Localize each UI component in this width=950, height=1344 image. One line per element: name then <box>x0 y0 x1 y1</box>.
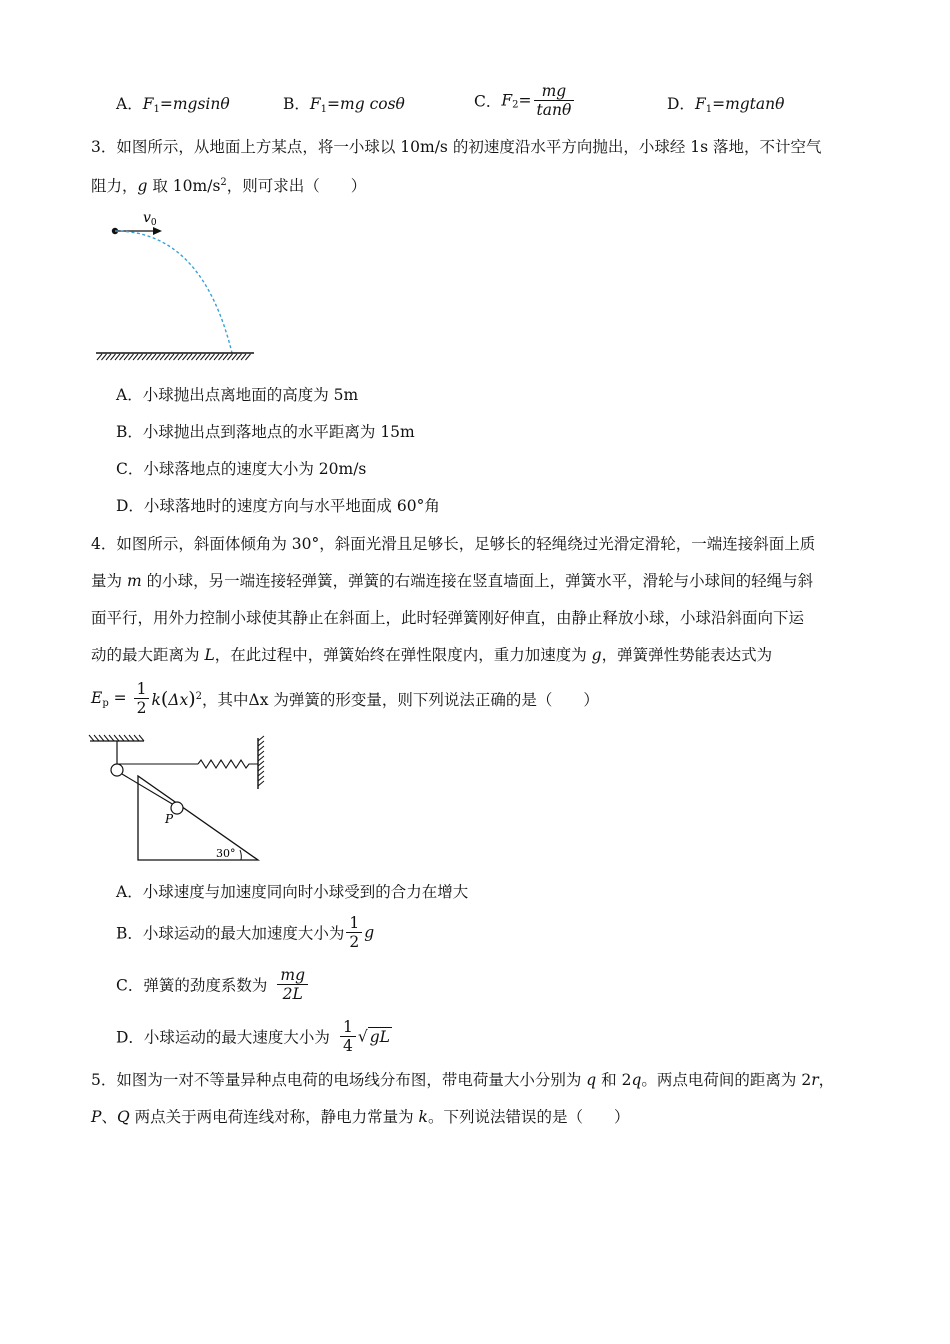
hatch-mark <box>129 735 134 741</box>
p-label: P <box>165 812 174 826</box>
denominator: 2 <box>349 933 360 951</box>
hatch-mark <box>138 354 143 360</box>
text: ，在此过程中，弹簧始终在弹性限度内，重力加速度为 <box>214 646 592 664</box>
hatch-mark <box>219 354 224 360</box>
var-l: L <box>204 646 215 664</box>
q4-stem-line1: 4．如图所示，斜面体倾角为 30°，斜面光滑且足够长，足够长的轻绳绕过光滑定滑轮，一端连接斜面上质 <box>91 535 816 553</box>
rope-incline <box>122 774 174 805</box>
incline-spring-figure <box>88 733 268 868</box>
text: B．小球运动的最大加速度大小为 <box>116 924 345 943</box>
hatch-mark <box>124 735 129 741</box>
q5-stem-line1 <box>91 1069 834 1091</box>
var-dx: Δx <box>168 690 189 709</box>
text: ，弹簧弹性势能表达式为 <box>601 646 773 664</box>
q3-option-d: D．小球落地时的速度方向与水平地面成 60°角 <box>116 497 440 515</box>
hatch-mark <box>106 354 111 360</box>
text: 取 10m/s <box>147 177 221 195</box>
var-k: k <box>151 690 161 709</box>
hatch-mark <box>99 735 104 741</box>
subscript: 1 <box>153 104 160 115</box>
hatch-mark <box>114 735 119 741</box>
hatch-mark <box>232 354 237 360</box>
hatch-mark <box>156 354 161 360</box>
subscript: 1 <box>320 104 328 115</box>
option-letter: A． <box>116 95 143 113</box>
hatch-mark <box>97 354 102 360</box>
var-p: P <box>91 1108 102 1126</box>
q3-stem-line1: 3．如图所示，从地面上方某点，将一小球以 10m/s 的初速度沿水平方向抛出，小球经 1s 落地，不计空气 <box>91 138 822 156</box>
wall-hatching <box>258 736 264 786</box>
hatch-mark <box>151 354 156 360</box>
q4-stem-line2 <box>91 570 813 592</box>
numerator: 1 <box>346 914 362 933</box>
hatch-mark <box>258 751 264 756</box>
hatch-mark <box>205 354 210 360</box>
hatch-mark <box>174 354 179 360</box>
var-m: m <box>126 572 142 590</box>
denominator: 4 <box>342 1037 353 1055</box>
q4-stem-line4 <box>91 644 772 666</box>
text: ，其中Δx 为弹簧的形变量，则下列说法正确的是（ ） <box>202 690 599 709</box>
text: D．小球运动的最大速度大小为 <box>116 1028 330 1047</box>
hatch-mark <box>120 354 125 360</box>
text: 5．如图为一对不等量异种点电荷的电场线分布图，带电荷量大小分别为 <box>91 1071 587 1089</box>
q4-option-c <box>116 966 310 1003</box>
subscript: 1 <box>705 104 713 115</box>
text: ，则可求出（ ） <box>226 177 367 195</box>
q3-stem-line2 <box>91 172 366 197</box>
hatch-mark <box>111 354 116 360</box>
option-letter: C． <box>474 92 502 111</box>
equals: = <box>518 91 532 110</box>
hatch-mark <box>258 766 264 771</box>
hatch-mark <box>210 354 215 360</box>
hatch-mark <box>228 354 233 360</box>
var-q: q <box>631 1071 642 1089</box>
hatch-mark <box>258 741 264 746</box>
q4-stem-line3: 面平行，用外力控制小球使其静止在斜面上，此时轻弹簧刚好伸直，由静止释放小球，小球沿斜面向下运 <box>91 609 805 627</box>
q3-option-b: B．小球抛出点到落地点的水平距离为 15m <box>116 423 415 441</box>
hatch-mark <box>165 354 170 360</box>
angle-label: 30° <box>216 847 236 860</box>
var-k: k <box>418 1108 428 1126</box>
radicand: gL <box>369 1027 390 1046</box>
denominator: 2L <box>282 985 303 1003</box>
text: 的小球，另一端连接轻弹簧，弹簧的右端连接在竖直墙面上，弹簧水平，滑轮与小球间的轻绳与斜 <box>141 572 814 590</box>
text: 。下列说法错误的是（ ） <box>427 1108 630 1126</box>
incline-triangle <box>138 776 258 860</box>
fraction <box>134 680 150 717</box>
q4-option-d: D．小球运动的最大速度大小为 $\frac{1}{4}$ √ gL <box>116 1018 390 1055</box>
numerator: 1 <box>134 680 150 699</box>
angle-arc <box>240 850 241 860</box>
var-f: F <box>694 95 706 113</box>
var-q: Q <box>116 1108 130 1126</box>
hatch-mark <box>241 354 246 360</box>
text: 量为 <box>91 572 127 590</box>
hatch-mark <box>109 735 114 741</box>
hatch-mark <box>133 354 138 360</box>
text: 和 2 <box>596 1071 632 1089</box>
q5-stem-line2 <box>91 1106 629 1128</box>
hatch-mark <box>214 354 219 360</box>
hatch-mark <box>89 735 94 741</box>
hatch-mark <box>223 354 228 360</box>
spring <box>198 760 258 768</box>
q2-option-c <box>474 82 576 119</box>
hatch-mark <box>258 756 264 761</box>
var-g: g <box>137 177 148 195</box>
numerator: mg <box>277 966 308 985</box>
v0-label: $v_0$ <box>143 210 157 228</box>
paren: ) <box>188 687 196 710</box>
numerator: 1 <box>340 1018 356 1037</box>
superscript: 2 <box>220 177 227 188</box>
hatch-mark <box>124 354 129 360</box>
hatch-mark <box>258 781 264 786</box>
q2-option-d <box>667 92 784 115</box>
hatch-mark <box>192 354 197 360</box>
denominator: tanθ <box>536 101 572 119</box>
trajectory-curve <box>115 231 232 353</box>
option-letter: D． <box>667 95 695 113</box>
hatch-mark <box>142 354 147 360</box>
text: ， <box>818 1071 835 1089</box>
var-f: F <box>309 95 321 113</box>
text: C．弹簧的劲度系数为 <box>116 976 268 995</box>
q4-option-b <box>116 914 374 951</box>
pulley <box>111 764 123 776</box>
q2-option-a <box>116 92 230 115</box>
q2-option-b <box>283 92 405 115</box>
hatch-mark <box>119 735 124 741</box>
subscript: 2 <box>512 99 519 111</box>
hatch-mark <box>94 735 99 741</box>
q3-option-a: A．小球抛出点离地面的高度为 5m <box>116 386 359 404</box>
option-letter: B． <box>283 95 310 113</box>
hatch-mark <box>258 761 264 766</box>
hatch-mark <box>134 735 139 741</box>
hatch-mark <box>258 736 264 741</box>
projectile-figure <box>90 205 265 365</box>
ceiling-hatching <box>89 735 144 741</box>
hatch-mark <box>183 354 188 360</box>
hatch-mark <box>187 354 192 360</box>
q3-option-c: C．小球落地点的速度大小为 20m/s <box>116 460 367 478</box>
paren: ( <box>160 687 169 710</box>
subscript: p <box>102 697 109 709</box>
var-e: E <box>91 688 103 707</box>
hatch-mark <box>237 354 242 360</box>
hatch-mark <box>104 735 109 741</box>
hatch-mark <box>201 354 206 360</box>
var-f: F <box>142 95 154 113</box>
hatch-mark <box>115 354 120 360</box>
fraction <box>340 1018 356 1055</box>
text: 阻力， <box>91 177 138 195</box>
fraction <box>277 966 308 1003</box>
ground-hatching <box>97 354 251 360</box>
var-g: g <box>364 923 375 942</box>
hatch-mark <box>169 354 174 360</box>
q4-option-a: A．小球速度与加速度同向时小球受到的合力在增大 <box>116 883 469 901</box>
superscript: 2 <box>195 690 203 702</box>
formula-text: =mgtanθ <box>712 95 785 113</box>
var-q: q <box>586 1071 597 1089</box>
hatch-mark <box>196 354 201 360</box>
hatch-mark <box>258 746 264 751</box>
hatch-mark <box>258 776 264 781</box>
fraction <box>534 82 575 119</box>
formula-text: =mgsinθ <box>159 95 230 113</box>
hatch-mark <box>139 735 144 741</box>
q4-stem-line5 <box>91 680 599 717</box>
hatch-mark <box>102 354 107 360</box>
denominator: 2 <box>136 699 147 717</box>
text: 。两点电荷间的距离为 2 <box>641 1071 812 1089</box>
hatch-mark <box>160 354 165 360</box>
var-f: F <box>501 91 513 110</box>
hatch-mark <box>129 354 134 360</box>
text: 动的最大距离为 <box>91 646 205 664</box>
fraction <box>346 914 362 951</box>
formula-text: =mg cosθ <box>327 95 405 113</box>
hatch-mark <box>246 354 251 360</box>
equals: = <box>108 688 132 707</box>
hatch-mark <box>178 354 183 360</box>
text: 两点关于两电荷连线对称，静电力常量为 <box>129 1108 419 1126</box>
numerator: mg <box>534 82 575 101</box>
text: 、 <box>101 1108 117 1126</box>
hatch-mark <box>147 354 152 360</box>
var-r: r <box>811 1071 819 1089</box>
var-g: g <box>591 646 602 664</box>
hatch-mark <box>258 771 264 776</box>
arrowhead <box>153 227 162 235</box>
